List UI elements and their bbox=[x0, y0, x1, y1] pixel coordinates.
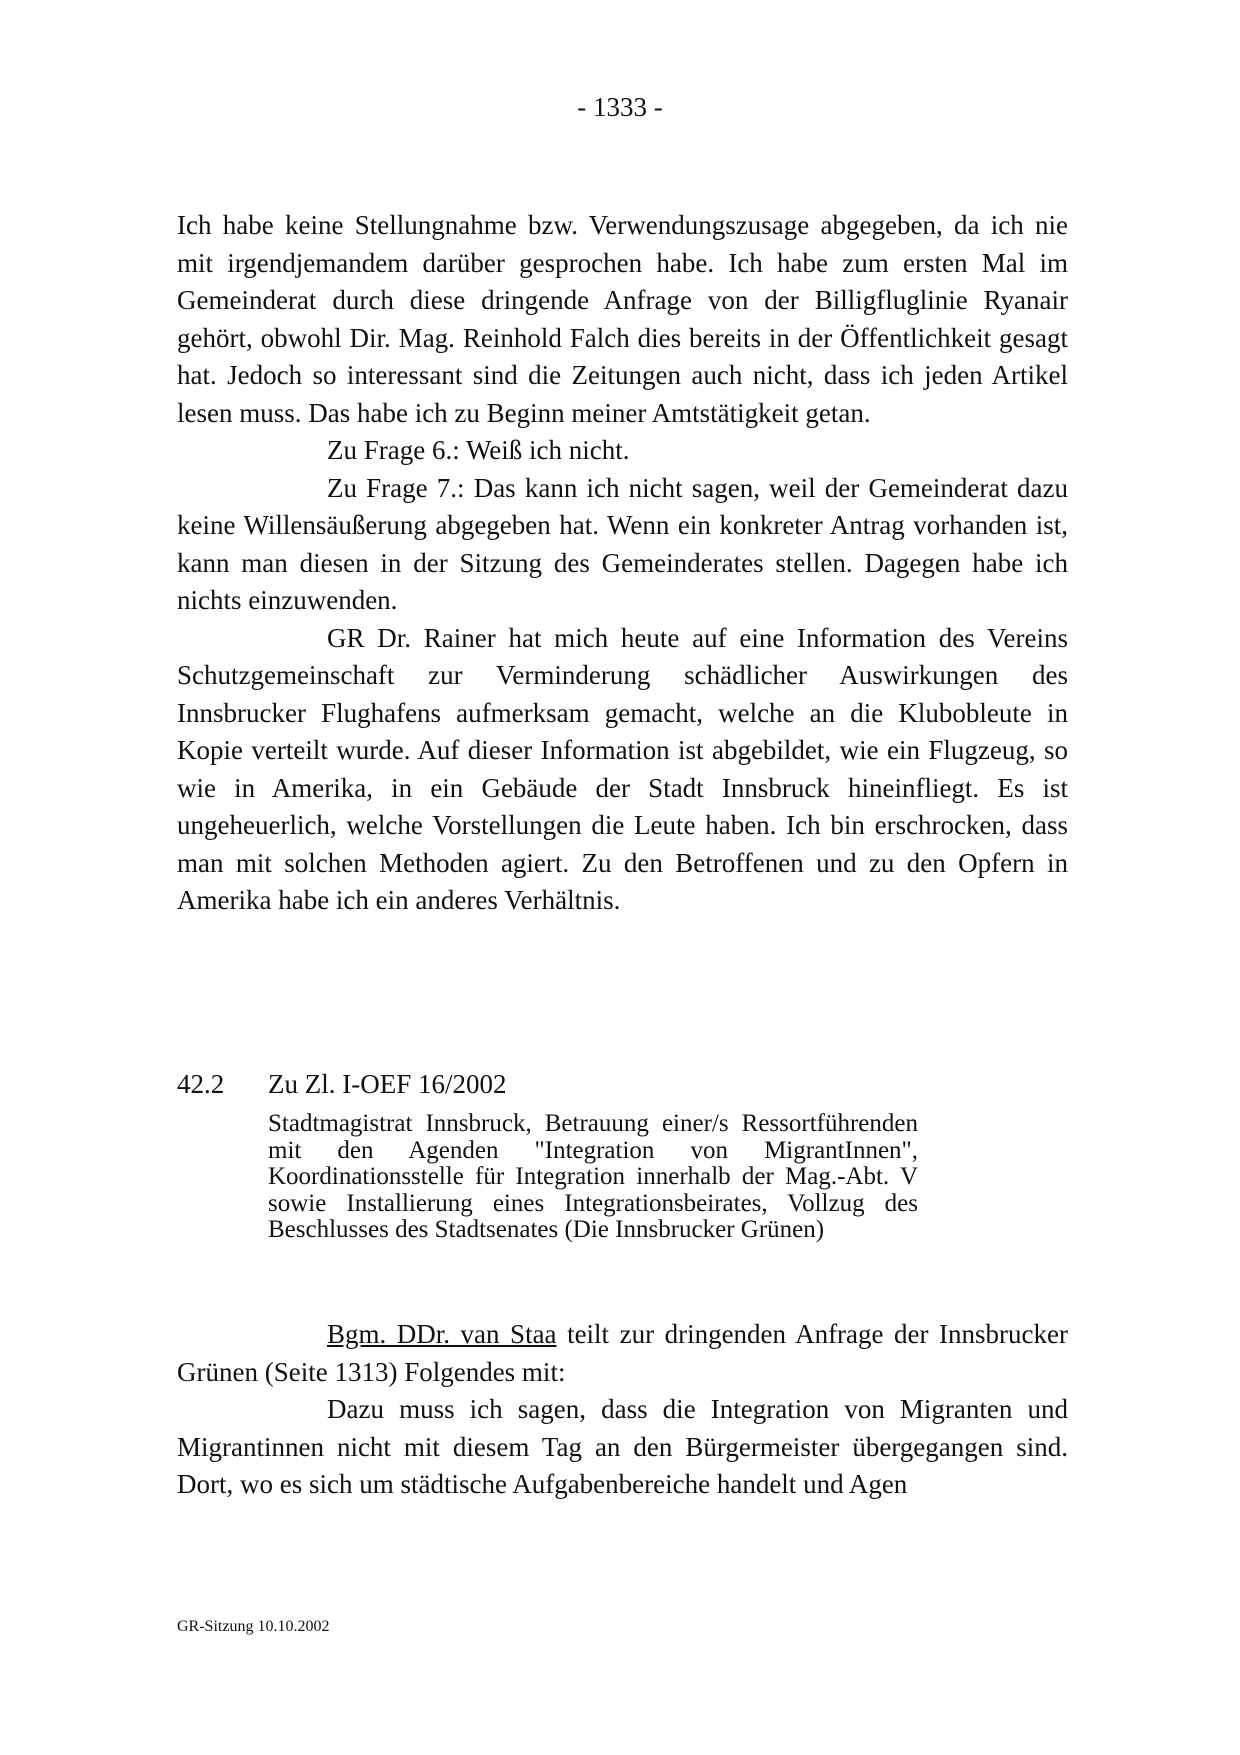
agenda-item-number: 42.2 bbox=[177, 1069, 225, 1099]
speaker-name: Bgm. DDr. van Staa bbox=[327, 1319, 557, 1349]
paragraph: GR Dr. Rainer hat mich heute auf eine Information des Vereins Schutzgemeinschaft zur Verminderung schädlicher Auswirkungen des Innsbrucker Flughafens aufmerksam gemacht, welche an die Klubobleute in Kopie verteilt wurde. Auf dieser Information ist abgebildet, wie ein Flugzeug, so wie in Amerika, in ein Gebäude der Stadt Innsbruck hineinfliegt. Es ist ungeheuerlich, welche Vorstellungen die Leute haben. Ich bin erschrocken, dass man mit solchen Methoden agiert. Zu den Betroffenen und zu den Opfern in Amerika habe ich ein anderes Verhältnis. bbox=[177, 622, 1068, 915]
paragraph-question-7: Zu Frage 7.: Das kann ich nicht sagen, weil der Gemeinderat dazu keine Willensäußerung abgegeben hat. Wenn ein konkreter Antrag vorhanden ist, kann man diesen in der Sitzung des Gemeinderates stellen. Dagegen habe ich nichts einzuwenden. bbox=[177, 472, 1068, 615]
agenda-item-reference: Zu Zl. I-OEF 16/2002 bbox=[268, 1069, 507, 1099]
page-number: - 1333 - bbox=[577, 92, 663, 122]
mayor-statement-block bbox=[177, 1316, 1068, 1504]
paragraph: Dazu muss ich sagen, dass die Integration von Migranten und Migrantinnen nicht mit diesem Tag an den Bürgermeister übergegangen sind. Dort, wo es sich um städtische Aufgabenbereiche handelt und Agen bbox=[177, 1394, 1068, 1499]
paragraph-question-6: Zu Frage 6.: Weiß ich nicht. bbox=[327, 435, 630, 465]
agenda-item-description: Stadtmagistrat Innsbruck, Betrauung einer/s Ressortführenden mit den Agenden "Integration von MigrantInnen", Koordinationsstelle für Integration innerhalb der Mag.-Abt. V sowie Installierung eines Integrationsbeirates, Vollzug des Beschlusses des Stadtsenates (Die Innsbrucker Grünen) bbox=[268, 1110, 918, 1243]
statement-intro-text: teilt zur dringenden Anfrage der Innsbrucker Grünen (Seite 1313) Folgendes mit: bbox=[177, 1319, 1068, 1387]
page-footer: GR-Sitzung 10.10.2002 bbox=[177, 1618, 330, 1635]
paragraph: Ich habe keine Stellungnahme bzw. Verwendungszusage abgegeben, da ich nie mit irgendjemandem darüber gesprochen habe. Ich habe zum ersten Mal im Gemeinderat durch diese dringende Anfrage von der Billigfluglinie Ryanair gehört, obwohl Dir. Mag. Reinhold Falch dies bereits in der Öffentlichkeit gesagt hat. Jedoch so interessant sind die Zeitungen auch nicht, dass ich jeden Artikel lesen muss. Das habe ich zu Beginn meiner Amtstätigkeit getan. bbox=[177, 210, 1068, 428]
answer-text-block bbox=[177, 207, 1068, 920]
statement-intro bbox=[177, 1316, 1068, 1391]
